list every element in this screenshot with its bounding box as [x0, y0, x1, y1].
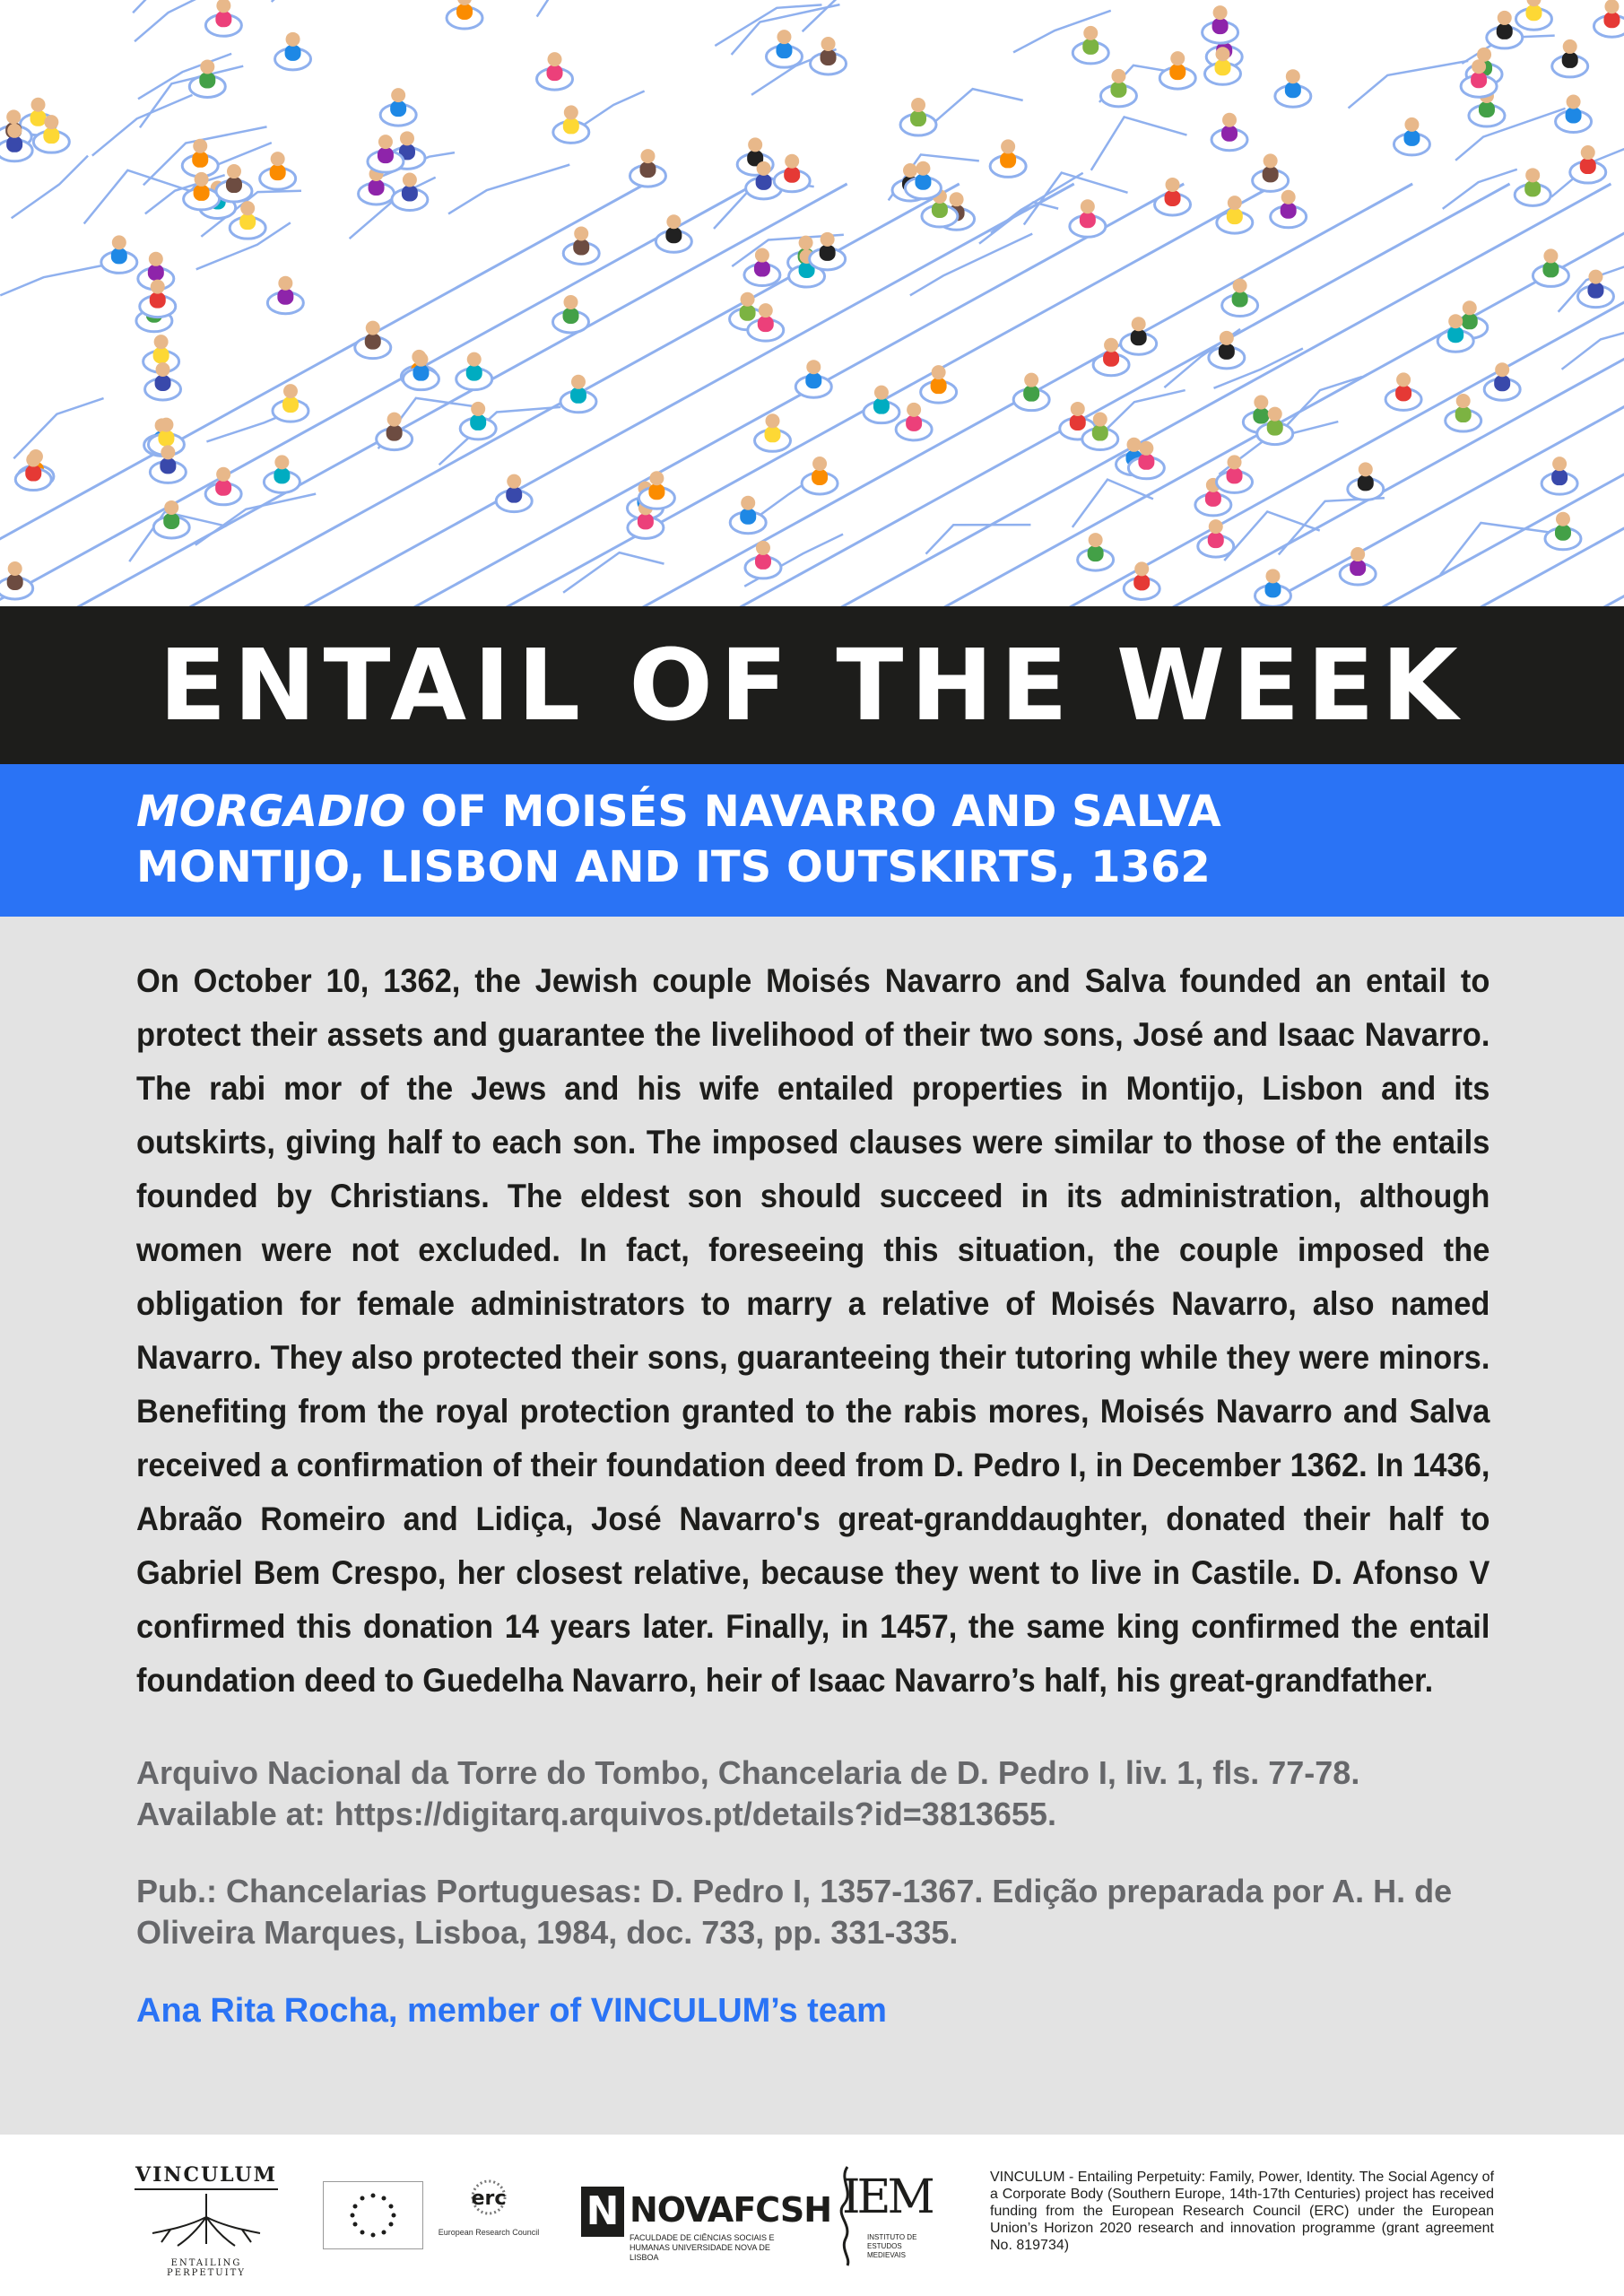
erc-dots-icon	[457, 2170, 520, 2224]
person-node	[1545, 512, 1581, 550]
person-node	[205, 467, 241, 505]
person-node	[1556, 95, 1592, 133]
network-line	[0, 184, 646, 606]
person-node	[496, 474, 532, 512]
network-branch	[272, 0, 389, 2]
hero-network-illustration	[0, 0, 1624, 606]
person-node	[1552, 39, 1588, 77]
archive-source	[136, 1752, 1488, 1835]
person-node	[921, 365, 957, 403]
person-node	[1124, 561, 1159, 599]
erc-logo-text: erc	[471, 2187, 507, 2210]
person-node	[1155, 178, 1191, 215]
nova-fcsh-logo	[581, 2187, 832, 2262]
person-node	[1211, 113, 1247, 151]
person-node	[1255, 569, 1290, 606]
eu-flag-logo	[323, 2181, 423, 2249]
person-node	[745, 541, 781, 578]
person-node	[552, 295, 588, 333]
person-node	[630, 149, 665, 187]
person-node	[755, 413, 791, 451]
body-paragraph: On October 10, 1362, the Jewish couple Moisés Navarro and Salva founded an entail to protect their assets and guarantee the livelihood of their two sons, José and Isaac Navarro. The rabi mor of the Jews and his wife entailed properties in Montijo, Lisbon and its outskirts, giving half to each son. The imposed clauses were similar to those of the entails founded by Christians. The eldest son should succeed in its administration, although women were not excluded. In fact, foreseeing this situation, the couple imposed the obligation for female administrators to marry a relative of Moisés Navarro, also named Navarro. They also protected their sons, guaranteeing their tutoring while they were minors. Benefiting from the royal protection granted to the rabis mores, Moisés Navarro and Salva received a confirmation of their foundation deed from D. Pedro I, in December 1362. In 1436, Abraão Romeiro and Lidiça, José Navarro's great-granddaughter, donated their half to Gabriel Bem Crespo, her closest relative, because they went to live in Castile. D. Afonso V confirmed this donation 14 years later. Finally, in 1457, the same king confirmed the entail foundation deed to Guedelha Navarro, heir of Isaac Navarro’s half, his great-grandfather.	[136, 962, 1490, 1699]
subtitle-italic: MORGADIO	[136, 787, 406, 837]
person-node	[1100, 69, 1136, 107]
person-node	[1484, 362, 1520, 400]
person-node	[189, 59, 225, 97]
network-illustration	[0, 0, 1624, 606]
person-node	[766, 30, 802, 67]
person-node	[1271, 190, 1307, 228]
person-node	[153, 500, 189, 538]
network-branch	[1091, 117, 1187, 170]
network-branch	[1562, 322, 1624, 370]
person-node	[1013, 373, 1049, 411]
person-node	[896, 403, 932, 440]
person-node	[864, 386, 899, 423]
funding-note: VINCULUM - Entailing Perpetuity: Family, Power, Identity. The Social Agency of a Corporate Body (Southern Europe, 14th-17th Centuries) project has received funding from the European Research Council (ERC) under the European Union’s Horizon 2020 research and innovation programme (grant agreement No. 819734)	[990, 2170, 1495, 2253]
person-node	[1541, 457, 1577, 494]
nova-logo-text: NOVAFCSH	[630, 2190, 832, 2230]
network-line	[152, 184, 960, 606]
network-branch	[537, 0, 633, 17]
person-node	[1073, 26, 1108, 64]
person-node	[447, 0, 482, 29]
person-node	[1209, 331, 1245, 369]
network-branch	[1443, 170, 1517, 209]
iem-logo-text: IEM	[842, 2170, 932, 2224]
person-node	[1198, 519, 1234, 557]
vinculum-logo-name: VINCULUM	[135, 2163, 278, 2190]
publication-source	[136, 1871, 1488, 1953]
person-node	[368, 135, 404, 172]
person-node	[0, 561, 33, 599]
person-node	[264, 455, 300, 492]
person-node	[1340, 547, 1376, 585]
person-node	[900, 98, 936, 135]
page-title: ENTAIL OF THE WEEK	[159, 628, 1465, 743]
person-node	[638, 471, 674, 509]
subtitle-rest: OF MOISÉS NAVARRO AND SALVA	[405, 787, 1221, 837]
person-node	[1348, 462, 1384, 500]
person-node	[1121, 317, 1157, 354]
person-node	[795, 360, 831, 397]
person-node	[1515, 168, 1550, 205]
person-node	[1446, 394, 1481, 431]
author-credit: Ana Rita Rocha, member of VINCULUM’s team	[136, 1992, 887, 2030]
network-line	[0, 184, 755, 606]
person-node	[460, 402, 496, 439]
person-node	[802, 457, 838, 494]
nova-n-icon: N	[581, 2187, 624, 2237]
network-branch	[563, 552, 664, 593]
person-node	[1070, 199, 1106, 237]
person-node	[730, 496, 766, 534]
person-node	[456, 352, 492, 390]
person-node	[774, 154, 810, 192]
network-branch	[140, 66, 243, 128]
publication-source-line-2: Oliveira Marques, Lisboa, 1984, doc. 733, pp. 331-335.	[136, 1914, 959, 1951]
person-node	[403, 352, 439, 390]
person-node	[260, 152, 296, 189]
person-node	[267, 276, 303, 314]
person-node	[1533, 248, 1568, 286]
person-node	[553, 105, 589, 143]
network-branch	[12, 156, 88, 219]
person-node	[990, 139, 1026, 177]
person-node	[392, 173, 428, 211]
subtitle-band	[0, 764, 1624, 917]
erc-logo	[421, 2170, 556, 2269]
content-panel	[0, 917, 1624, 2135]
footer	[0, 2135, 1624, 2296]
person-node	[537, 52, 573, 90]
person-node	[1577, 270, 1613, 308]
person-node	[1385, 372, 1421, 410]
erc-caption: European Research Council	[438, 2228, 540, 2237]
person-node	[205, 0, 241, 36]
person-node	[1275, 69, 1311, 107]
network-branch	[135, 0, 208, 41]
person-node	[377, 413, 413, 450]
person-node	[1222, 278, 1258, 316]
iem-caption: INSTITUTO DE ESTUDOS MEDIEVAIS	[867, 2233, 917, 2259]
person-node	[1078, 533, 1114, 570]
network-branch	[925, 89, 1022, 130]
person-node	[15, 453, 51, 491]
person-node	[1394, 117, 1429, 155]
person-node	[563, 226, 599, 264]
person-node	[182, 139, 218, 177]
archive-source-line-1: Arquivo Nacional da Torre do Tombo, Chancelaria de D. Pedro I, liv. 1, fls. 77-78.	[136, 1754, 1360, 1791]
network-branch	[1349, 61, 1469, 109]
vinculum-tree-icon	[135, 2190, 278, 2255]
person-node	[101, 235, 137, 273]
person-node	[1159, 51, 1195, 89]
vinculum-tagline: ENTAILING PERPETUITY	[167, 2258, 246, 2278]
person-node	[1217, 455, 1253, 492]
nova-caption: FACULDADE DE CIÊNCIAS SOCIAIS E HUMANAS UNIVERSIDADE NOVA DE LISBOA	[630, 2233, 775, 2262]
person-node	[1203, 5, 1238, 43]
subtitle-line-1	[136, 784, 1624, 839]
archive-source-line-2[interactable]: Available at: https://digitarq.arquivos.pt/details?id=3813655.	[136, 1796, 1056, 1832]
person-node	[1515, 0, 1551, 30]
network-branch	[925, 525, 1030, 554]
person-node	[560, 375, 596, 413]
iem-logo	[829, 2161, 937, 2278]
person-node	[1082, 413, 1118, 450]
person-node	[811, 37, 847, 74]
publication-source-line-1: Pub.: Chancelarias Portuguesas: D. Pedro I, 1357-1367. Edição preparada por A. H. de	[136, 1873, 1453, 1909]
network-branch	[1073, 480, 1153, 527]
eu-flag-icon	[324, 2182, 422, 2248]
network-branch	[448, 165, 569, 214]
person-node	[216, 164, 252, 202]
network-branch	[0, 265, 105, 295]
person-node	[275, 32, 311, 70]
network-lines	[0, 0, 1624, 606]
person-node	[1253, 153, 1289, 191]
person-node	[1594, 0, 1624, 37]
network-branch	[13, 398, 103, 458]
title-band	[0, 606, 1624, 764]
person-node	[380, 88, 416, 126]
vinculum-logo	[135, 2163, 278, 2278]
person-node	[1570, 145, 1606, 183]
network-branch	[979, 202, 1058, 243]
subtitle-line-2: MONTIJO, LISBON AND ITS OUTSKIRTS, 1362	[136, 842, 1211, 892]
person-node	[656, 214, 691, 252]
network-branch	[84, 170, 192, 224]
person-node	[273, 384, 308, 422]
